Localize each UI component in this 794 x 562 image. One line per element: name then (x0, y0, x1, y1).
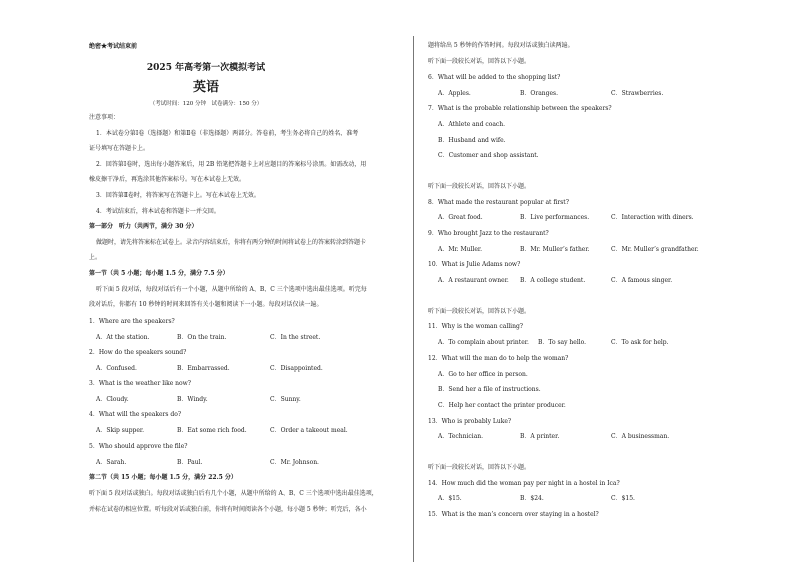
answer-option: B．Windy. (177, 396, 208, 403)
answer-option: C．Sunny. (270, 396, 301, 403)
section1-intro: 听下面 5 段对话，每段对话后有一个小题，从题中所给的 A、B、C 三个选项中选出最佳选项。听完每 (96, 286, 367, 293)
notes-item: 橡皮擦干净后，再选涂其他答案标号。写在本试卷上无效。 (89, 176, 246, 183)
answer-option: C．To ask for help. (611, 339, 669, 346)
question-text: 12．What will the man do to help the woman? (428, 355, 569, 362)
part1-heading: 第一部分 听力（共两节，满分 30 分） (89, 223, 198, 230)
answer-option: B．A printer. (520, 433, 560, 440)
section1-heading: 第一节（共 5 小题；每小题 1.5 分，满分 7.5 分） (89, 270, 229, 277)
section2-intro: 题将给出 5 秒钟的作答时间。每段对话或独白读两遍。 (428, 42, 574, 49)
answer-option: A．Athlete and coach. (438, 121, 506, 128)
question-text: 7．What is the probable relationship between the speakers? (428, 105, 612, 112)
answer-option: A．$15. (438, 495, 462, 502)
question-text: 1．Where are the speakers? (89, 318, 175, 325)
answer-option: A．A restaurant owner. (438, 277, 509, 284)
notes-heading: 注意事项： (89, 114, 120, 121)
section2-intro: 听下面 5 段对话或独白。每段对话或独白后有几个小题，从题中所给的 A、B、C 三个选项中选出最佳选项， (89, 490, 378, 497)
notes-item: 4．考试结束后，将本试卷和答题卡一并交回。 (96, 208, 220, 215)
notes-item: 1．本试卷分第Ⅰ卷（选择题）和第Ⅱ卷（非选择题）两部分。答卷前，考生务必将自己的姓名、准考 (96, 130, 359, 137)
question-text: 11．Why is the woman calling? (428, 323, 524, 330)
answer-option: A．Confused. (96, 365, 137, 372)
answer-option: C．Mr. Muller’s grandfather. (611, 246, 699, 253)
answer-option: B．On the train. (177, 334, 227, 341)
question-text: 15．What is the man’s concern over staying in a hostel? (428, 511, 599, 518)
dialogue-prompt: 听下面一段较长对话，回答以下小题。 (428, 464, 531, 471)
question-text: 10．What is Julie Adams now? (428, 261, 521, 268)
answer-option: B．Mr. Muller’s father. (520, 246, 590, 253)
answer-option: A．To complain about printer. (438, 339, 529, 346)
answer-option: A．Sarah. (96, 459, 127, 466)
answer-option: B．Embarrassed. (177, 365, 230, 372)
answer-option: B．Paul. (177, 459, 203, 466)
answer-option: C．Help her contact the printer producer. (438, 402, 566, 409)
question-text: 5．Who should approve the file? (89, 443, 188, 450)
answer-option: B．Send her a file of instructions. (438, 386, 541, 393)
part1-intro: 做题时，请先将答案标在试卷上。录音内容结束后，你将有两分钟的时间将试卷上的答案转涂到答题卡 (96, 239, 367, 246)
exam-info: （考试时间：120 分钟 试卷满分：150 分） (149, 101, 263, 107)
question-text: 6．What will be added to the shopping list? (428, 74, 561, 81)
answer-option: A．Mr. Muller. (438, 246, 483, 253)
answer-option: B．To say hello. (538, 339, 587, 346)
question-text: 2．How do the speakers sound? (89, 349, 187, 356)
notes-item: 2．回答第Ⅰ卷时，选出每小题答案后，用 2B 铅笔把答题卡上对应题目的答案标号涂黑。如需改动，用 (96, 161, 367, 168)
dialogue-prompt: 听下面一段较长对话，回答以下小题。 (428, 58, 531, 65)
question-text: 9．Who brought Jazz to the restaurant? (428, 230, 549, 237)
answer-option: C．In the street. (270, 334, 321, 341)
answer-option: A．Skip supper. (96, 427, 145, 434)
answer-option: B．A college student. (520, 277, 586, 284)
answer-option: C．Strawberries. (611, 90, 664, 97)
answer-option: B．Live performances. (520, 214, 590, 221)
question-text: 14．How much did the woman pay per night in a hostel in Ica? (428, 480, 620, 487)
answer-option: C．$15. (611, 495, 635, 502)
question-text: 13．Who is probably Luke? (428, 418, 512, 425)
column-divider (413, 36, 414, 562)
answer-option: A．Go to her office in person. (438, 371, 528, 378)
answer-option: A．Technician. (438, 433, 484, 440)
question-text: 4．What will the speakers do? (89, 411, 182, 418)
answer-option: A．Apples. (438, 90, 471, 97)
confidential-label: 绝密★考试结束前 (89, 43, 138, 50)
answer-option: C．A businessman. (611, 433, 670, 440)
answer-option: C．Interaction with diners. (611, 214, 694, 221)
question-text: 3．What is the weather like now? (89, 380, 192, 387)
answer-option: C．Customer and shop assistant. (438, 152, 539, 159)
section1-intro: 段对话后，你都有 10 秒钟的时间来回答有关小题和阅读下一小题。每段对话仅读一遍。 (89, 301, 323, 308)
dialogue-prompt: 听下面一段较长对话，回答以下小题。 (428, 308, 531, 315)
answer-option: C．Disappointed. (270, 365, 323, 372)
part1-intro: 上。 (89, 254, 102, 261)
notes-item: 3．回答第Ⅱ卷时，将答案写在答题卡上。写在本试卷上无效。 (96, 192, 260, 199)
section2-heading: 第二节（共 15 小题；每小题 1.5 分，满分 22.5 分） (89, 474, 237, 481)
question-text: 8．What made the restaurant popular at first? (428, 199, 569, 206)
answer-option: A．Great food. (438, 214, 483, 221)
answer-option: B．$24. (520, 495, 544, 502)
answer-option: B．Eat some rich food. (177, 427, 247, 434)
section2-intro: 并标在试卷的相应位置。听每段对话或独白前，你将有时间阅读各个小题，每小题 5 秒钟；听完后，各小 (89, 506, 367, 513)
answer-option: C．Order a takeout meal. (270, 427, 348, 434)
answer-option: B．Oranges. (520, 90, 559, 97)
answer-option: C．A famous singer. (611, 277, 673, 284)
answer-option: C．Mr. Johnson. (270, 459, 319, 466)
notes-item: 证号填写在答题卡上。 (89, 145, 150, 152)
subject-title: 英语 (192, 80, 219, 95)
answer-option: A．Cloudy. (96, 396, 129, 403)
answer-option: B．Husband and wife. (438, 137, 506, 144)
exam-title: 2025 年高考第一次模拟考试 (146, 63, 266, 73)
dialogue-prompt: 听下面一段较长对话，回答以下小题。 (428, 183, 531, 190)
answer-option: A．At the station. (96, 334, 150, 341)
